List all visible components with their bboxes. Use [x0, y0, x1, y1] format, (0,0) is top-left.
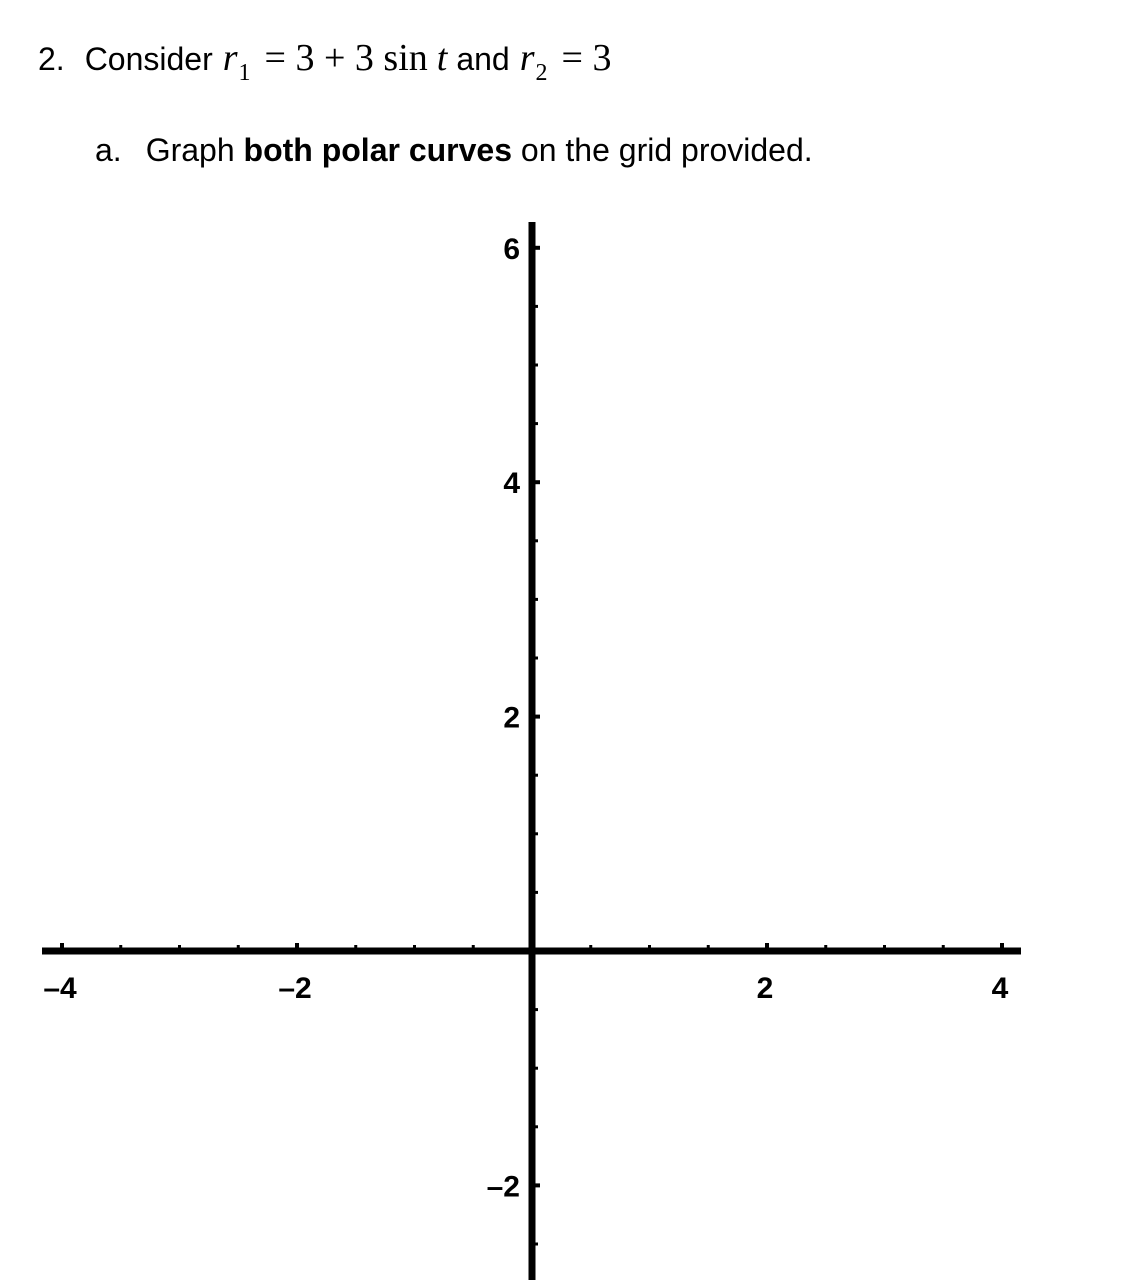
x-tick-label: 2: [756, 972, 774, 1005]
x-tick-label: –4: [43, 972, 77, 1005]
y-tick-label: 2: [503, 701, 520, 735]
r2-subscript: 2: [535, 60, 548, 86]
r1-variable: r: [222, 37, 238, 79]
question-lead: Consider: [84, 41, 213, 77]
x-tick-label: –2: [278, 972, 312, 1005]
r1-equation: = 3 + 3 sin: [264, 37, 428, 79]
r1-t-variable: t: [436, 37, 448, 79]
y-tick-label: 4: [503, 467, 520, 501]
question-number: 2.: [38, 41, 65, 77]
conjunction: and: [456, 41, 510, 77]
tick-labels: [43, 233, 1008, 1204]
r2-equation: = 3: [561, 37, 612, 79]
part-a-text-bold: both polar curves: [243, 132, 513, 168]
part-a-text-after: on the grid provided.: [520, 132, 813, 168]
part-a-letter: a.: [95, 132, 122, 168]
r2-variable: r: [519, 37, 535, 79]
x-tick-label: 4: [991, 972, 1009, 1005]
part-a-text-before: Graph: [145, 132, 235, 168]
y-tick-label: –2: [486, 1170, 520, 1204]
r1-subscript: 1: [238, 60, 251, 86]
y-tick-label: 6: [503, 232, 520, 266]
